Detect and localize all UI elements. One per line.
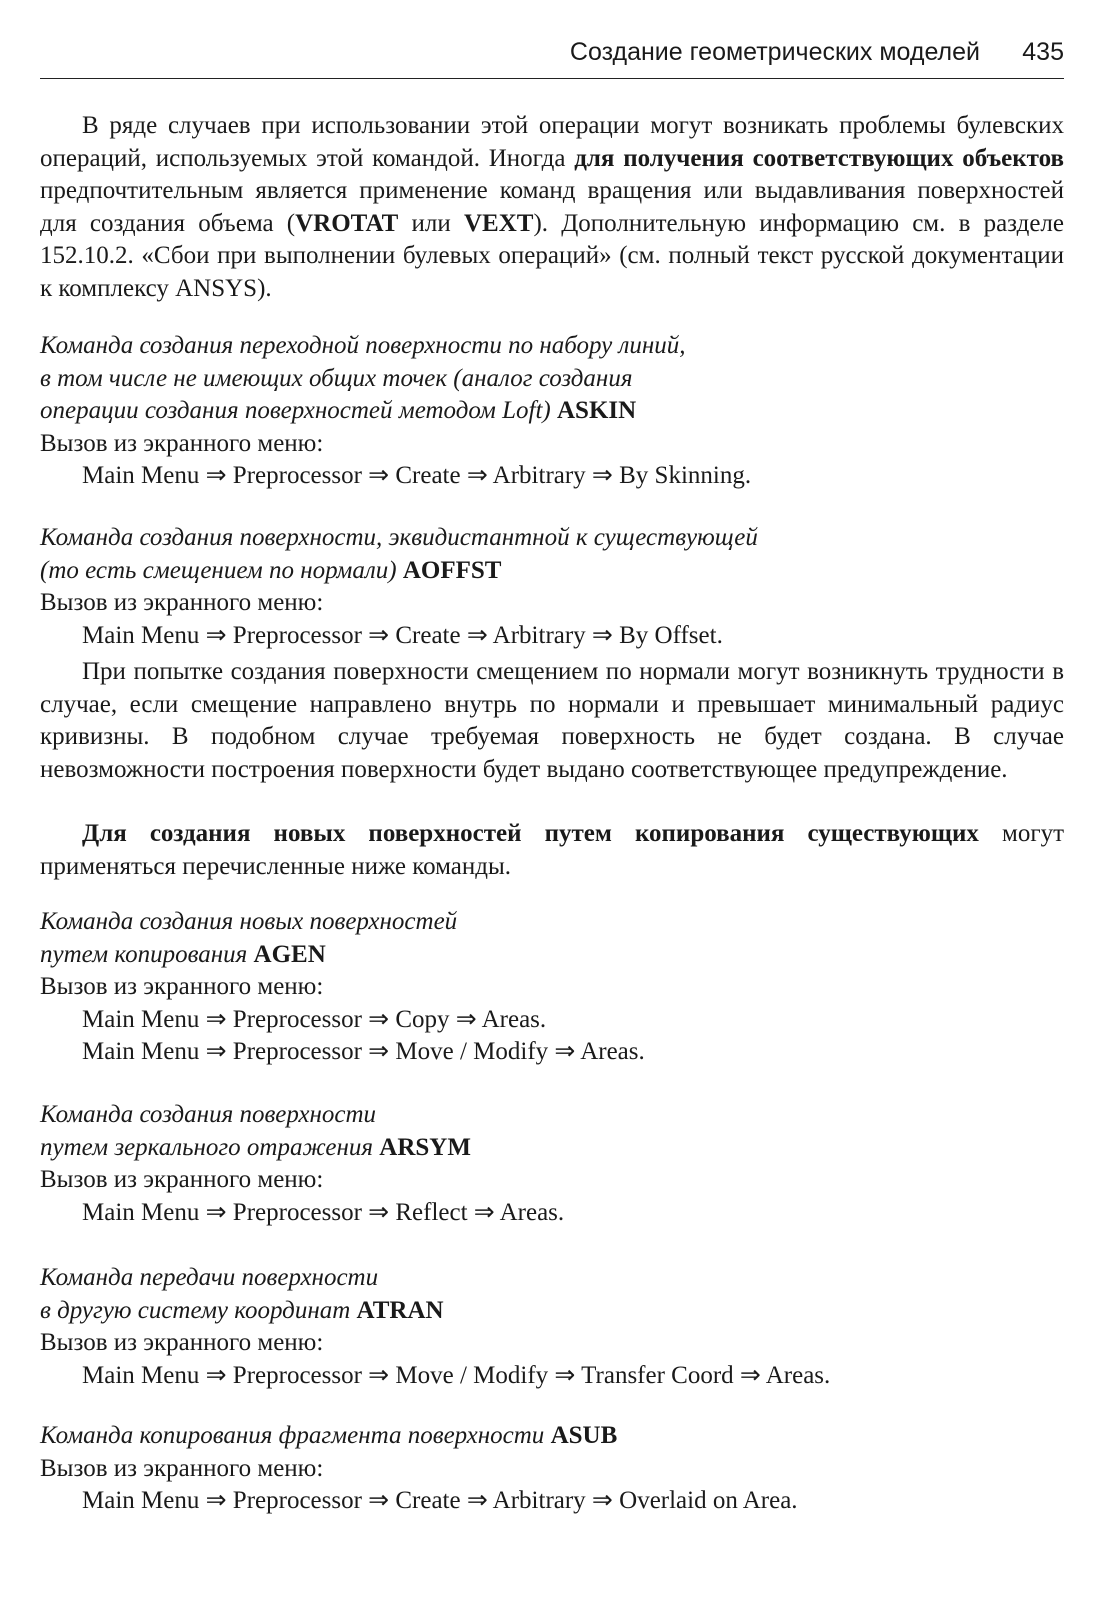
section-heading: Команда создания новых поверхностей путем копирования AGEN <box>40 908 458 968</box>
menu-path: Main Menu ⇒ Preprocessor ⇒ Move / Modify ⇒ Areas. <box>82 1038 645 1065</box>
menu-path: Main Menu ⇒ Preprocessor ⇒ Move / Modify ⇒ Transfer Coord ⇒ Areas. <box>82 1361 831 1389</box>
menu-path: Main Menu ⇒ Preprocessor ⇒ Create ⇒ Arbitrary ⇒ Overlaid on Area. <box>82 1487 798 1514</box>
menu-call-label: Вызов из экранного меню: <box>40 1454 324 1482</box>
copy-note-paragraph: Для создания новых поверхностей путем копирования существующих могут применяться перечисленные ниже команды. <box>40 820 1065 880</box>
section-heading: Команда копирования фрагмента поверхности ASUB <box>40 1422 618 1449</box>
command-name: ASKIN <box>557 397 637 424</box>
menu-path: Main Menu ⇒ Preprocessor ⇒ Copy ⇒ Areas. <box>82 1005 547 1033</box>
section-arsym <box>40 1099 1064 1229</box>
intro-paragraph: В ряде случаев при использовании этой операции могут возникать проблемы булевских операций, используемых этой командой. Иногда для получения соответствующих объектов предпочтительным является применение команд вращения или выдавливания поверхностей для создания объема (VROTAT или VEXT). Дополнительную информацию см. в разделе 152.10.2. «Сбои при выполнении булевых операций» (см. полный текст русской документации к комплексу ANSYS). <box>40 112 1064 302</box>
section-heading: Команда создания поверхности путем зеркального отражения ARSYM <box>40 1101 471 1161</box>
section-heading: Команда передачи поверхности в другую систему координат ATRAN <box>40 1264 444 1324</box>
menu-path: Main Menu ⇒ Preprocessor ⇒ Create ⇒ Arbitrary ⇒ By Offset. <box>82 621 723 649</box>
menu-path: Main Menu ⇒ Preprocessor ⇒ Reflect ⇒ Areas. <box>82 1198 565 1226</box>
menu-call-label: Вызов из экранного меню: <box>40 1166 324 1193</box>
running-header <box>40 38 1064 79</box>
section-askin <box>40 330 1064 493</box>
menu-call-label: Вызов из экранного меню: <box>40 973 324 1000</box>
command-name: ARSYM <box>379 1133 471 1161</box>
running-header-title: Создание геометрических моделей <box>569 38 980 66</box>
menu-call-label: Вызов из экранного меню: <box>40 429 324 457</box>
section-heading: Команда создания переходной поверхности по набору линий, в том числе не имеющих общих точек (аналог создания операции создания поверхностей методом Loft) ASKIN <box>40 332 686 424</box>
section-heading: Команда создания поверхности, эквидистантной к существующей (то есть смещением по нормали) AOFFST <box>40 524 758 584</box>
section-asub <box>40 1420 1064 1518</box>
command-name: AGEN <box>253 940 326 968</box>
command-name: AOFFST <box>402 556 502 584</box>
section-atran <box>40 1262 1064 1392</box>
offset-note-paragraph: При попытке создания поверхности смещением по нормали могут возникнуть трудности в случае, если смещение направлено внутрь по нормали и превышает минимальный радиус кривизны. В подобном случае требуемая поверхность не будет создана. В случае невозможности построения поверхности будет выдано соответствующее предупреждение. <box>40 658 1064 783</box>
section-agen <box>40 906 1064 1069</box>
command-name: ATRAN <box>356 1296 444 1324</box>
menu-call-label: Вызов из экранного меню: <box>40 589 324 616</box>
section-aoffst <box>40 522 1064 652</box>
menu-path: Main Menu ⇒ Preprocessor ⇒ Create ⇒ Arbitrary ⇒ By Skinning. <box>82 462 752 489</box>
menu-call-label: Вызов из экранного меню: <box>40 1329 324 1356</box>
page-number: 435 <box>1022 38 1064 66</box>
command-name: ASUB <box>550 1422 618 1449</box>
